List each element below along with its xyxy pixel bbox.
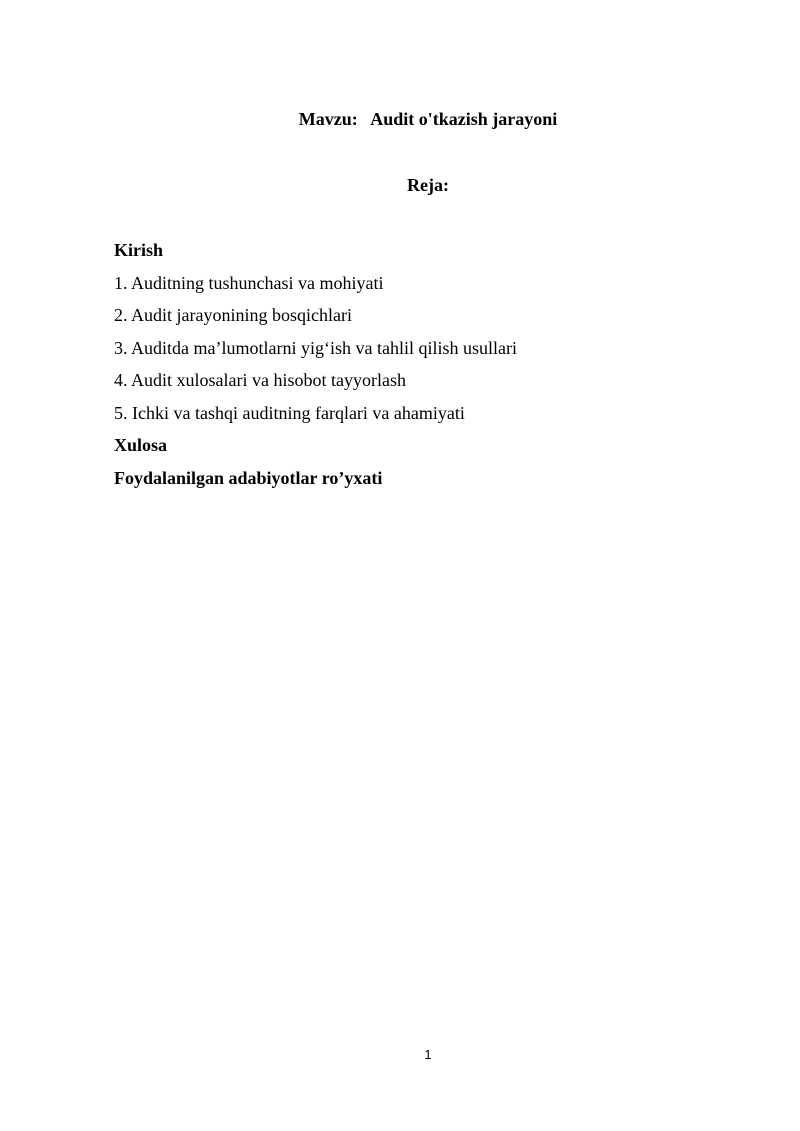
toc-item-2: 2. Audit jarayonining bosqichlari	[114, 305, 352, 325]
toc-references: Foydalanilgan adabiyotlar ro’yxati	[114, 467, 383, 488]
document-title: Mavzu: Audit o'tkazish jarayoni	[298, 109, 558, 129]
plan-heading: Reja:	[407, 175, 449, 195]
toc-item-3: 3. Auditda ma’lumotlarni yig‘ish va tahlil qilish usullari	[114, 337, 517, 358]
toc-item-4: 4. Audit xulosalari va hisobot tayyorlash	[114, 370, 406, 390]
toc-item-5: 5. Ichki va tashqi auditning farqlari va ahamiyati	[114, 402, 465, 423]
page-number: 1	[424, 1047, 432, 1062]
toc-intro: Kirish	[114, 240, 164, 260]
toc-conclusion: Xulosa	[114, 435, 168, 455]
toc-item-1: 1. Auditning tushunchasi va mohiyati	[114, 272, 384, 293]
table-of-contents	[114, 237, 714, 497]
